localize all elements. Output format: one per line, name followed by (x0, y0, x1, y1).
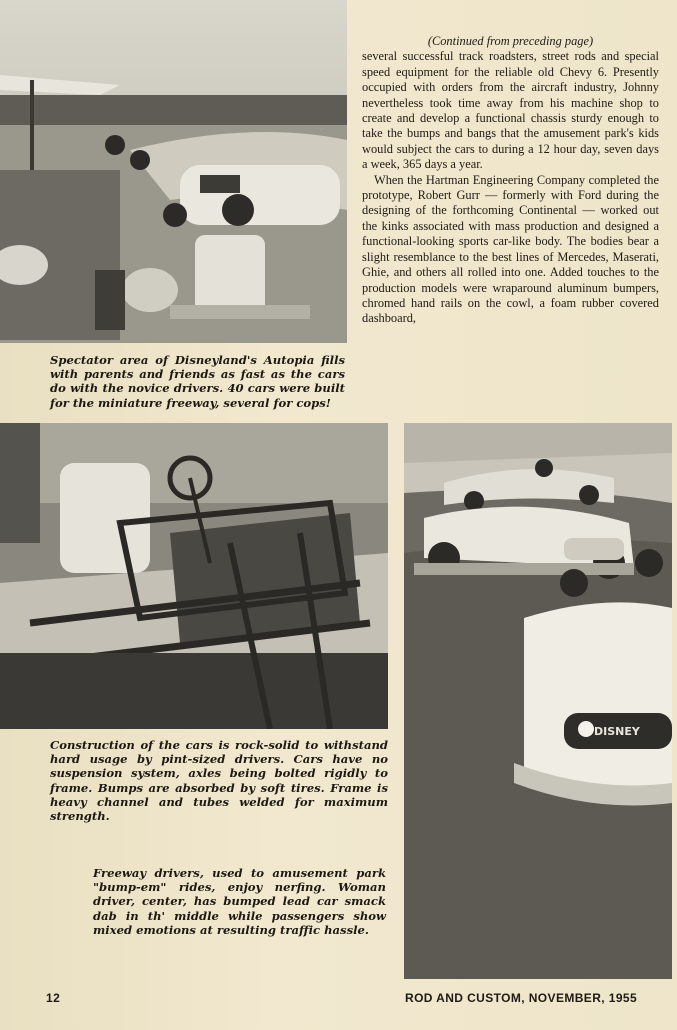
photo-chassis-construction (0, 423, 388, 729)
page-number: 12 (46, 991, 61, 1005)
publication-line: ROD AND CUSTOM, NOVEMBER, 1955 (405, 991, 638, 1005)
freeway-plate: DISNEY (594, 725, 640, 738)
freeway-image (404, 423, 672, 979)
caption-freeway-text: Freeway drivers, used to amusement park "bump-em" rides, enjoy nerfing. Woman driver, center, has bumped lead car smack dab in th' middle while passengers show mixed emotions at resulting traffic hassle. (93, 866, 386, 937)
caption-freeway-drivers (93, 866, 386, 937)
photo-freeway-drivers (404, 423, 672, 979)
chassis-image (0, 423, 388, 729)
continued-note: (Continued from preceding page) (427, 34, 594, 48)
caption-spectator-text: Spectator area of Disneyland's Autopia fills with parents and friends as fast as the cars do with the novice drivers. 40 cars were built for the miniature freeway, several for cops! (50, 353, 345, 410)
caption-construction (50, 738, 388, 823)
spectator-area-image (0, 0, 347, 343)
caption-spectator-area (50, 353, 345, 410)
article-paragraph-1: several successful track roadsters, street rods and special speed equipment for the reliable old Chevy 6. Presently occupied with orders from the aircraft industry, Johnny nevertheless took time away from his machine shop to create and develop a functional chassis sturdy enough to take the bumps and bangs that the amusement park's kids would subject the cars to during a 12 hour day, seven days a week, 365 days a year. (362, 49, 659, 172)
photo-spectator-area (0, 0, 347, 343)
article-column (362, 34, 659, 327)
caption-construction-text: Construction of the cars is rock-solid to withstand hard usage by pint-sized drivers. Cars have no suspension system, axles being bolted rigidly to frame. Bumps are absorbed by soft tires. Frame is heavy channel and tubes welded for maximum strength. (50, 738, 388, 824)
article-paragraph-2: When the Hartman Engineering Company completed the prototype, Robert Gurr — formerly with Ford during the designing of the forthcoming Continental — worked out the kinks associated with mass production and designed a functional-looking sports car-like body. The bodies bear a slight resemblance to the best lines of Mercedes, Maserati, Ghie, and others all rolled into one. Added touches to the production models were wraparound aluminum bumpers, chromed hand rails on the cowl, a foam rubber covered dashboard, (362, 172, 659, 326)
